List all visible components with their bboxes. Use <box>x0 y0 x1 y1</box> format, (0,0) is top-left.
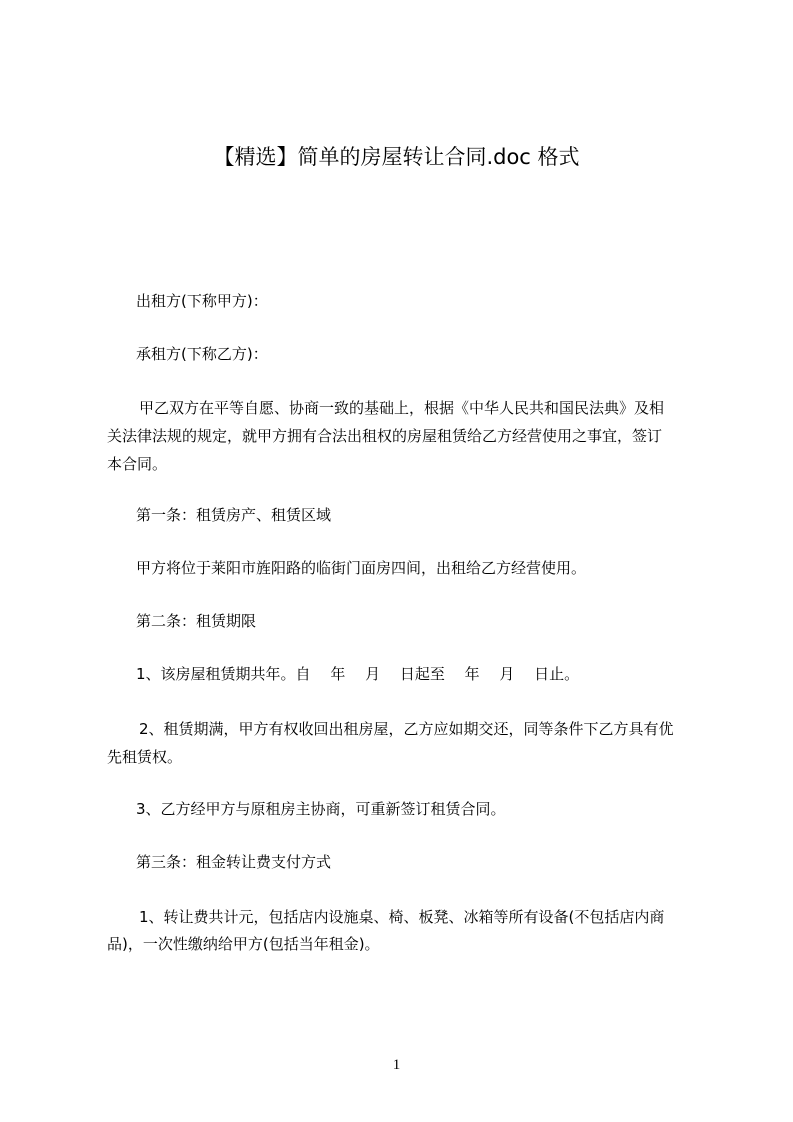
preamble-line-1: 甲乙双方在平等自愿、协商一致的基础上，根据《中华人民共和国民法典》及相 <box>139 399 665 417</box>
article-3-item-1-line-2: 品)，一次性缴纳给甲方(包括当年租金)。 <box>107 935 380 953</box>
preamble-line-3: 本合同。 <box>107 455 168 473</box>
article-2-item-3: 3、乙方经甲方与原租房主协商，可重新签订租赁合同。 <box>136 800 506 818</box>
article-2-heading: 第二条：租赁期限 <box>136 612 257 630</box>
article-1-text: 甲方将位于莱阳市旌阳路的临街门面房四间，出租给乙方经营使用。 <box>136 559 587 577</box>
article-3-heading: 第三条：租金转让费支付方式 <box>136 853 332 871</box>
lessor-line: 出租方(下称甲方)： <box>136 292 268 310</box>
article-2-item-2-line-1: 2、租赁期满，甲方有权收回出租房屋，乙方应如期交还，同等条件下乙方具有优 <box>139 720 674 738</box>
article-2-item-1: 1、该房屋租赁期共年。自 年 月 日起至 年 月 日止。 <box>136 665 580 683</box>
article-2-item-2-line-2: 先租赁权。 <box>107 748 183 766</box>
article-1-heading: 第一条：租赁房产、租赁区域 <box>136 506 332 524</box>
preamble-line-2: 关法律法规的规定，就甲方拥有合法出租权的房屋租赁给乙方经营使用之事宜，签订 <box>107 427 663 445</box>
article-3-item-1-line-1: 1、转让费共计元，包括店内设施桌、椅、板凳、冰箱等所有设备(不包括店内商 <box>139 908 665 926</box>
document-title: 【精选】简单的房屋转让合同.doc 格式 <box>213 145 580 169</box>
page-number: 1 <box>392 1057 401 1073</box>
lessee-line: 承租方(下称乙方)： <box>136 345 268 363</box>
